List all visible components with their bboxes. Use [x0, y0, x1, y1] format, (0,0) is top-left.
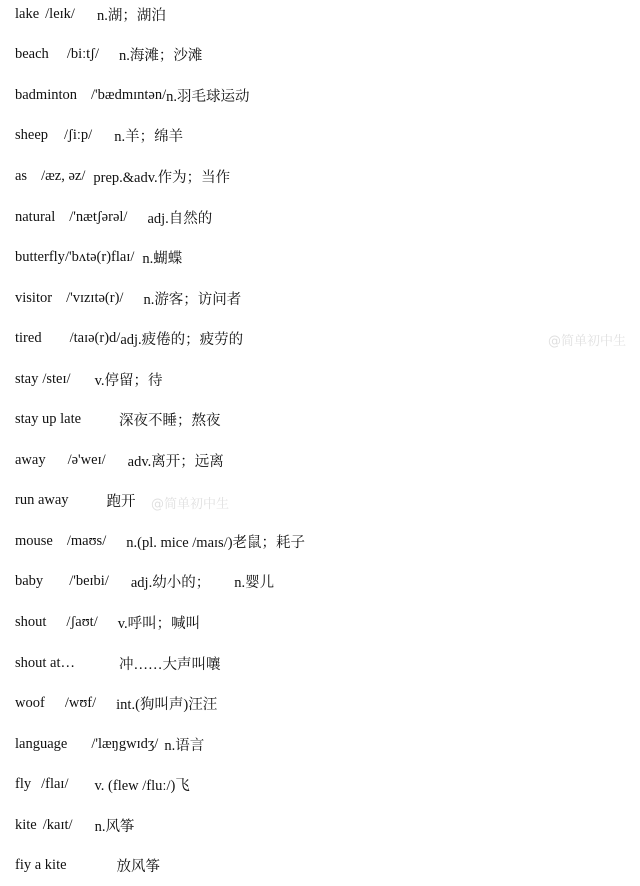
entry-word: lake	[15, 5, 40, 22]
vocab-entry	[15, 75, 625, 116]
vocab-entry	[15, 481, 625, 522]
entry-meaning: int.(狗叫声)汪汪	[116, 697, 218, 714]
entry-phonetic: /'nætʃərəl/	[69, 208, 128, 225]
entry-word: tired	[15, 330, 42, 347]
vocab-entry	[15, 724, 625, 765]
vocab-entry	[15, 562, 625, 603]
entry-meaning: prep.&adv.作为；当作	[93, 169, 231, 186]
watermark: @简单初中生	[548, 334, 627, 349]
entry-meaning: n.语言	[164, 737, 205, 754]
entry-word: run away	[15, 492, 69, 509]
vocab-entry	[15, 764, 625, 805]
entry-phonetic: /taɪə(r)d/	[69, 330, 121, 347]
entry-phonetic: /'læŋgwɪdʒ/	[91, 735, 159, 752]
vocab-entry	[15, 521, 625, 562]
vocab-entry	[15, 35, 625, 76]
entry-phonetic: /ʃaʊt/	[66, 613, 98, 630]
entry-word: as	[15, 167, 28, 184]
entry-meaning: adj.自然的	[147, 210, 213, 227]
entry-word: natural	[15, 208, 56, 225]
entry-phonetic: /wʊf/	[64, 695, 97, 712]
vocab-entry	[15, 683, 625, 724]
entry-word: fiy a kite	[15, 857, 67, 874]
entry-meaning-secondary: n.婴儿	[234, 575, 275, 592]
entry-phonetic: /æz, əz/	[41, 167, 86, 184]
vocab-entry	[15, 156, 625, 197]
entry-phonetic: /kaɪt/	[42, 816, 73, 833]
entry-word: butterfly	[15, 249, 65, 266]
entry-meaning: n.蝴蝶	[142, 251, 183, 268]
entry-meaning: 深夜不睡；熬夜	[119, 413, 221, 430]
entry-word: badminton	[15, 86, 78, 103]
watermark: @简单初中生	[151, 497, 230, 512]
entry-phonetic: /'beɪbi/	[69, 573, 109, 590]
entry-meaning: v. (flew /fluː/)飞	[94, 778, 190, 795]
entry-meaning: n.(pl. mice /maɪs/)老鼠；耗子	[126, 534, 306, 551]
entry-meaning: n.海滩；沙滩	[119, 48, 203, 65]
entry-word: language	[15, 735, 68, 752]
entry-word: beach	[15, 46, 49, 63]
vocab-entry	[15, 359, 625, 400]
vocab-entry	[15, 440, 625, 481]
entry-word: fly	[15, 776, 32, 793]
vocab-entry	[15, 602, 625, 643]
entry-phonetic: /biːtʃ/	[66, 46, 100, 63]
entry-meaning: 冲……大声叫嚷	[119, 656, 221, 673]
entry-word: mouse	[15, 532, 53, 549]
entry-meaning: n.湖；湖泊	[96, 7, 166, 24]
entry-meaning: v.停留；待	[94, 372, 163, 389]
entry-word: kite	[15, 816, 37, 833]
entry-phonetic: /flaɪ/	[41, 776, 69, 793]
vocab-entry	[15, 278, 625, 319]
entry-phonetic: /'bædmɪntən/	[91, 86, 167, 103]
entry-meaning: n.羊；绵羊	[114, 129, 184, 146]
entry-word: visitor	[15, 289, 53, 306]
vocabulary-list	[15, 0, 625, 886]
entry-word: woof	[15, 695, 45, 712]
entry-word: shout at…	[15, 654, 76, 671]
entry-meaning: adj.疲倦的；疲劳的	[120, 332, 244, 349]
entry-meaning: n.风筝	[94, 818, 135, 835]
entry-phonetic: /'bʌtə(r)flaɪ/	[64, 249, 135, 266]
entry-phonetic: /ə'weɪ/	[67, 451, 106, 468]
vocab-entry	[15, 805, 625, 846]
entry-phonetic: /maʊs/	[66, 532, 107, 549]
vocab-entry	[15, 845, 625, 886]
entry-meaning: n.游客；访问者	[143, 291, 242, 308]
vocab-entry	[15, 197, 625, 238]
entry-meaning: adj.幼小的；	[130, 575, 211, 592]
vocab-entry	[15, 643, 625, 684]
entry-meaning: v.呼叫；喊叫	[117, 615, 201, 632]
entry-phonetic: /'vɪzɪtə(r)/	[66, 289, 124, 306]
entry-word: shout	[15, 613, 47, 630]
vocab-entry	[15, 116, 625, 157]
entry-word: away	[15, 451, 46, 468]
entry-word: sheep	[15, 127, 49, 144]
entry-word: stay up late	[15, 411, 82, 428]
vocab-entry	[15, 237, 625, 278]
entry-phonetic: /ʃiːp/	[64, 127, 93, 144]
entry-word: baby	[15, 573, 44, 590]
entry-word: stay	[15, 370, 39, 387]
entry-meaning: adv.离开；远离	[127, 453, 224, 470]
entry-meaning: 放风筝	[116, 859, 161, 876]
vocab-entry	[15, 0, 625, 35]
entry-phonetic: /leɪk/	[45, 5, 75, 22]
entry-meaning: 跑开	[106, 494, 136, 511]
vocab-entry	[15, 399, 625, 440]
entry-phonetic: /steɪ/	[42, 370, 71, 387]
vocab-entry	[15, 318, 625, 359]
entry-meaning: n.羽毛球运动	[166, 88, 250, 105]
